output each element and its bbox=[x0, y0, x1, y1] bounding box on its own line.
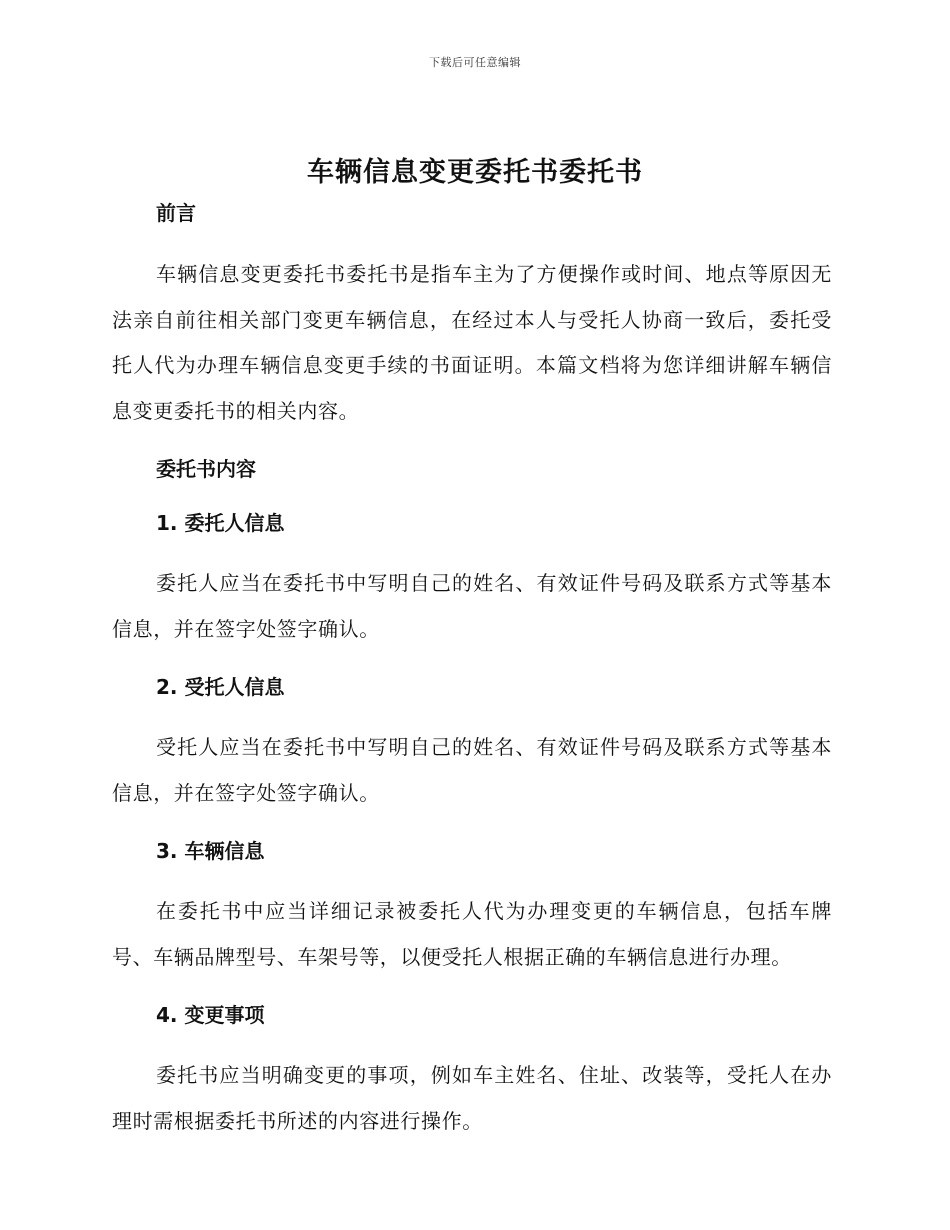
preface-paragraph: 车辆信息变更委托书委托书是指车主为了方便操作或时间、地点等原因无法亲自前往相关部门变更车辆信息，在经过本人与受托人协商一致后，委托受托人代为办理车辆信息变更手续的书面证明。本篇文档将为您详细讲解车辆信息变更委托书的相关内容。 bbox=[112, 262, 832, 423]
header-note: 下载后可任意编辑 bbox=[429, 56, 521, 69]
document-title: 车辆信息变更委托书委托书 bbox=[307, 157, 643, 188]
section-heading-agent-info: 2. 受托人信息 bbox=[156, 675, 285, 699]
vehicle-info-paragraph: 在委托书中应当详细记录被委托人代为办理变更的车辆信息，包括车牌号、车辆品牌型号、车架号等，以便受托人根据正确的车辆信息进行办理。 bbox=[112, 899, 832, 969]
section-heading-preface: 前言 bbox=[156, 201, 196, 225]
document-body bbox=[112, 196, 832, 1144]
change-items-paragraph: 委托书应当明确变更的事项，例如车主姓名、住址、改装等，受托人在办理时需根据委托书所述的内容进行操作。 bbox=[112, 1063, 832, 1133]
principal-info-paragraph: 委托人应当在委托书中写明自己的姓名、有效证件号码及联系方式等基本信息，并在签字处签字确认。 bbox=[112, 571, 832, 641]
section-heading-content: 委托书内容 bbox=[156, 457, 256, 481]
section-heading-change-items: 4. 变更事项 bbox=[156, 1003, 265, 1027]
section-heading-vehicle-info: 3. 车辆信息 bbox=[156, 839, 265, 863]
agent-info-paragraph: 受托人应当在委托书中写明自己的姓名、有效证件号码及联系方式等基本信息，并在签字处签字确认。 bbox=[112, 735, 832, 805]
section-heading-principal-info: 1. 委托人信息 bbox=[156, 511, 285, 535]
